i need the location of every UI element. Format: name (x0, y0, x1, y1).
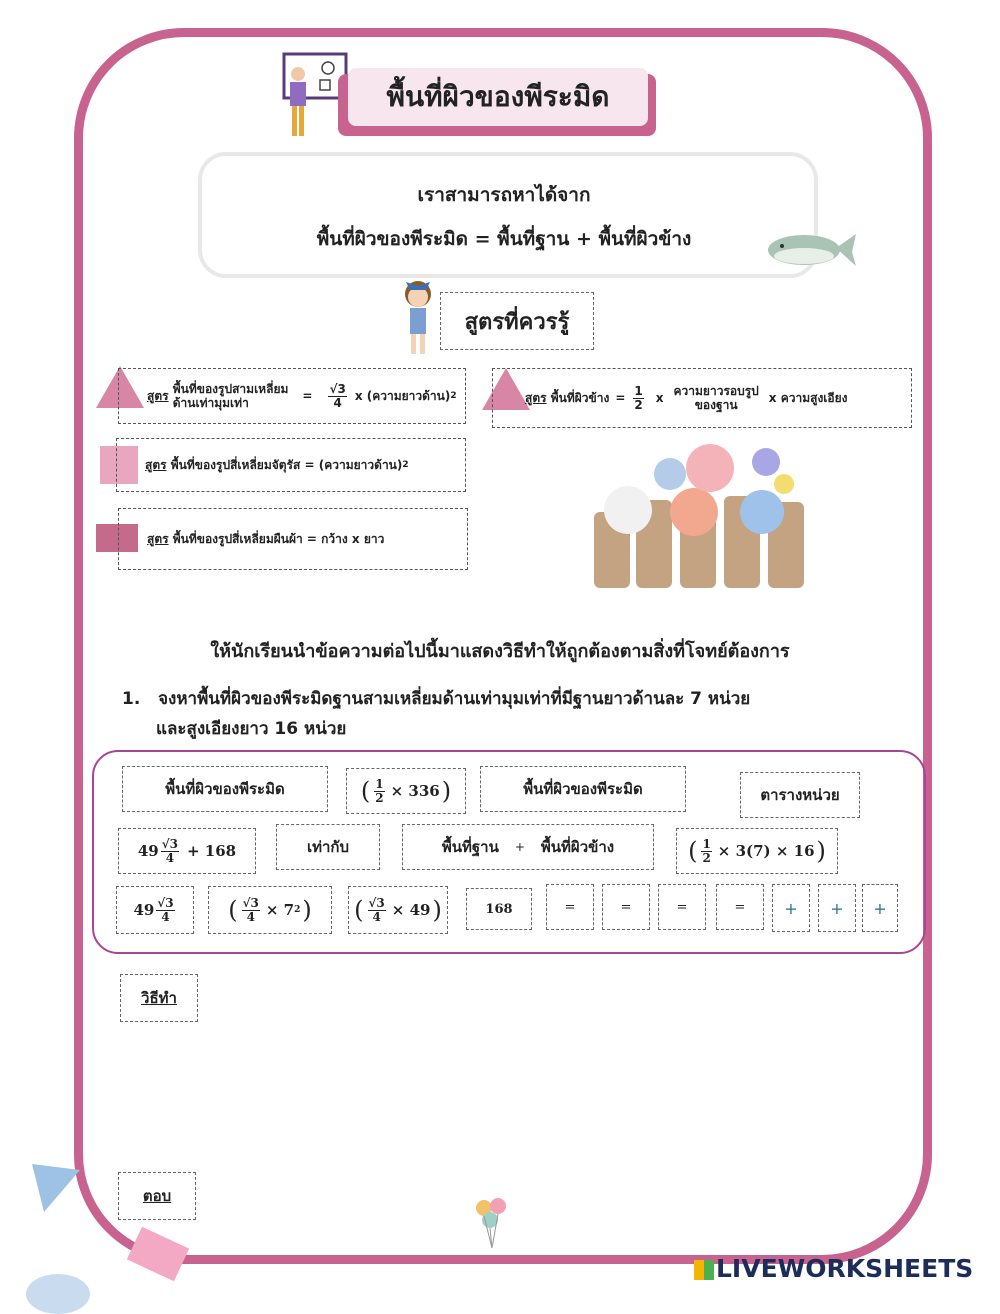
girl-illustration (396, 278, 440, 358)
chip-plus: + (514, 840, 525, 854)
chip-whole: 49 (133, 901, 155, 919)
page-title: พื้นที่ผิวของพีระมิด (348, 68, 648, 126)
chip-equals-2[interactable]: = (602, 884, 650, 930)
chip-fraction (161, 838, 179, 865)
balloons-icon (474, 1196, 510, 1258)
brand-logo (694, 1254, 973, 1283)
formula-equals: = (302, 389, 313, 403)
paren-right: ) (816, 837, 826, 865)
formula-label: สูตร (145, 457, 167, 472)
fraction-num: √3 (161, 836, 178, 851)
chip-fraction (368, 897, 386, 924)
chip-root3-over-4-times-7-squared[interactable] (208, 886, 332, 934)
method-label: วิธีทำ (120, 974, 198, 1022)
fraction-den: 2 (375, 790, 384, 805)
chip-168[interactable]: 168 (466, 888, 532, 930)
brand-text: LIVEWORKSHEETS (716, 1254, 974, 1283)
paren-left: ( (228, 896, 238, 924)
chip-equals-1[interactable]: = (546, 884, 594, 930)
paren-right: ) (441, 777, 452, 805)
fraction-den: 4 (165, 850, 175, 865)
chip-plus-1[interactable]: + (772, 884, 810, 932)
formula-rest: x (ความยาวด้าน) (354, 388, 451, 403)
fraction-num: √3 (242, 895, 259, 910)
chip-text: × 7 (265, 901, 295, 919)
chip-base-area: พื้นที่ฐาน (441, 838, 499, 856)
chip-fraction (701, 838, 711, 865)
fraction-den: 4 (333, 395, 342, 410)
paren-right: ) (302, 896, 312, 924)
chip-half-times-3-7-16[interactable] (676, 828, 838, 874)
chip-text: × 49 (391, 901, 431, 919)
blue-triangle-decoration (30, 1162, 82, 1218)
chip-surface-area-2[interactable]: พื้นที่ผิวของพีระมิด (480, 766, 686, 812)
chip-fraction (156, 897, 174, 924)
flowers-illustration (576, 440, 826, 588)
chip-root3-over-4-times-49[interactable] (348, 886, 448, 934)
formula-mid-a: ความยาวรอบรูป (673, 384, 759, 398)
chip-fraction (242, 897, 260, 924)
question-1 (122, 684, 902, 744)
fraction-den: 2 (634, 397, 643, 412)
chip-equals-4[interactable]: = (716, 884, 764, 930)
formula-times: x (655, 391, 664, 405)
formulas-heading: สูตรที่ควรรู้ (440, 292, 594, 350)
intro-line-2: พื้นที่ผิวของพีระมิด = พื้นที่ฐาน + พื้นที่ผิวข้าง (316, 228, 692, 250)
formula-mid-b: ของฐาน (694, 398, 738, 412)
chip-fraction (374, 778, 384, 805)
formula-fraction (328, 383, 346, 410)
chip-square-units[interactable]: ตารางหน่วย (740, 772, 860, 818)
chip-equals-word[interactable]: เท่ากับ (276, 824, 380, 870)
fraction-num: √3 (368, 895, 385, 910)
fraction-den: 4 (372, 909, 381, 924)
chip-49root3-plus-168[interactable] (118, 828, 256, 874)
fraction-num: √3 (329, 381, 346, 396)
formula-rectangle-area (118, 508, 468, 570)
chip-text: × 336 (390, 782, 440, 800)
formula-equilateral-triangle (118, 368, 466, 424)
formula-lateral-area (492, 368, 912, 428)
paren-right: ) (432, 896, 442, 924)
paren-left: ( (360, 777, 371, 805)
chip-plus-3[interactable]: + (862, 884, 898, 932)
fraction-den: 2 (702, 850, 711, 865)
chip-base-plus-lateral[interactable] (402, 824, 654, 870)
chip-surface-area[interactable]: พื้นที่ผิวของพีระมิด (122, 766, 328, 812)
formula-label: สูตร (147, 531, 169, 546)
formula-middle (674, 384, 759, 412)
formula-rest: x ความสูงเอียง (768, 390, 848, 405)
fraction-num: 1 (702, 836, 711, 851)
question-line-1 (122, 684, 902, 714)
formula-exponent: 2 (450, 391, 457, 401)
instruction-text: ให้นักเรียนนำข้อความต่อไปนี้มาแสดงวิธีทำให้ถูกต้องตามสิ่งที่โจทย์ต้องการ (210, 641, 790, 662)
fraction-num: 1 (634, 383, 643, 398)
question-line-2: และสูงเอียงยาว 16 หน่วย (156, 719, 347, 739)
chip-plus-2[interactable]: + (818, 884, 856, 932)
chip-text: × 3(7) × 16 (717, 842, 815, 860)
formula-text (173, 382, 289, 410)
fraction-den: 4 (246, 909, 255, 924)
chip-lateral-area: พื้นที่ผิวข้าง (540, 838, 615, 856)
chip-whole: 49 (137, 842, 159, 860)
chip-exponent: 2 (294, 905, 301, 915)
brand-mark-icon (694, 1260, 714, 1280)
question-number: 1. (122, 689, 141, 709)
formula-fraction (633, 385, 643, 412)
formula-text-a: พื้นที่ของรูปสามเหลี่ยม (172, 382, 289, 396)
answer-label: ตอบ (118, 1172, 196, 1220)
fraction-num: 1 (375, 776, 384, 791)
whale-illustration (764, 222, 858, 272)
formula-exponent: 2 (402, 460, 409, 470)
formula-text: พื้นที่ของรูปสี่เหลี่ยมผืนผ้า = กว้าง x ยาว (172, 531, 385, 546)
formula-text: พื้นที่ผิวข้าง (550, 390, 610, 405)
chip-49-root3-over-4[interactable] (116, 886, 194, 934)
intro-box (198, 152, 818, 278)
blue-circle-decoration (26, 1274, 90, 1314)
question-text-1: จงหาพื้นที่ผิวของพีระมิดฐานสามเหลี่ยมด้านเท่ามุมเท่าที่มีฐานยาวด้านละ 7 หน่วย (158, 689, 751, 709)
paren-left: ( (688, 837, 698, 865)
formula-text: พื้นที่ของรูปสี่เหลี่ยมจัตุรัส = (ความยาวด้าน) (170, 457, 403, 472)
fraction-den: 4 (161, 909, 170, 924)
formula-label: สูตร (525, 390, 547, 405)
paren-left: ( (354, 896, 364, 924)
formula-label: สูตร (147, 388, 169, 403)
intro-line-1: เราสามารถหาได้จาก (417, 184, 591, 206)
formula-square-area (116, 438, 466, 492)
fraction-num: √3 (157, 895, 174, 910)
chip-half-times-336[interactable] (346, 768, 466, 814)
chip-equals-3[interactable]: = (658, 884, 706, 930)
chip-text: + 168 (187, 842, 237, 860)
formula-text-b: ด้านเท่ามุมเท่า (172, 396, 249, 410)
formula-equals: = (615, 391, 626, 405)
